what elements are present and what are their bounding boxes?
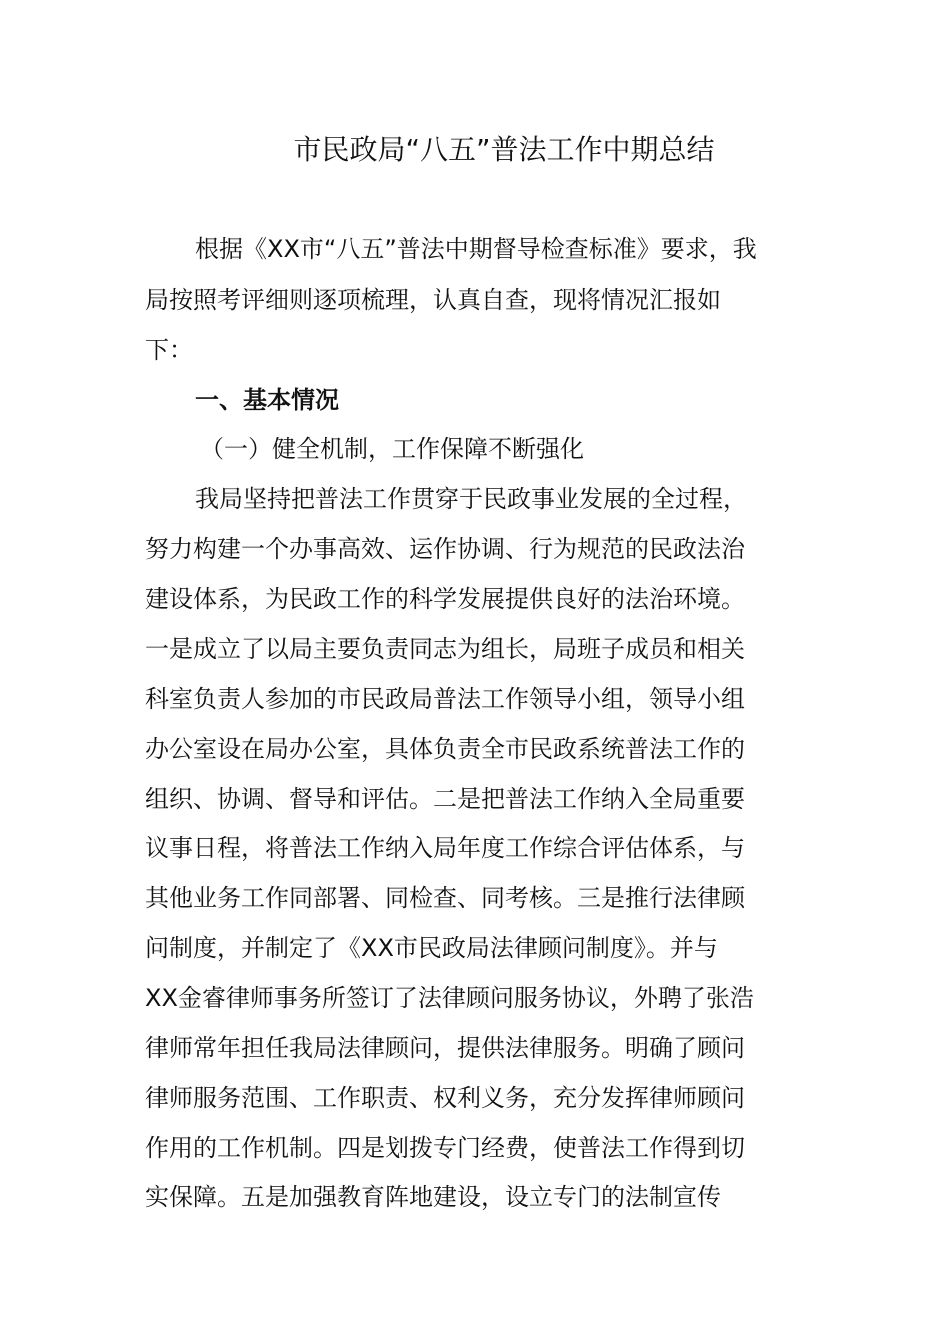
paragraph-line: 办公室设在局办公室，具体负责全市民政系统普法工作的	[145, 735, 745, 763]
section-heading: 一、基本情况	[195, 386, 339, 414]
paragraph-line: 根据《XX市“八五”普法中期督导检查标准》要求，我	[195, 235, 757, 263]
paragraph-line: 努力构建一个办事高效、运作协调、行为规范的民政法治	[145, 535, 745, 563]
paragraph-line: 其他业务工作同部署、同检查、同考核。三是推行法律顾	[145, 884, 745, 912]
paragraph-line: 下：	[145, 336, 193, 364]
paragraph-line: 律师常年担任我局法律顾问，提供法律服务。明确了顾问	[145, 1034, 745, 1062]
paragraph-line: 组织、协调、督导和评估。二是把普法工作纳入全局重要	[145, 785, 745, 813]
paragraph-line: XX金睿律师事务所签订了法律顾问服务协议，外聘了张浩	[145, 984, 754, 1012]
paragraph-line: 律师服务范围、工作职责、权利义务，充分发挥律师顾问	[145, 1084, 745, 1112]
paragraph-line: 实保障。五是加强教育阵地建设，设立专门的法制宣传	[145, 1183, 721, 1211]
paragraph-line: 局按照考评细则逐项梳理，认真自查，现将情况汇报如	[145, 286, 721, 314]
paragraph-line: 科室负责人参加的市民政局普法工作领导小组，领导小组	[145, 685, 745, 713]
paragraph-line: 议事日程，将普法工作纳入局年度工作综合评估体系，与	[145, 834, 745, 862]
paragraph-line: 建设体系，为民政工作的科学发展提供良好的法治环境。	[145, 585, 745, 613]
paragraph-line: 作用的工作机制。四是划拨专门经费，使普法工作得到切	[145, 1134, 745, 1162]
paragraph-line: 问制度，并制定了《XX市民政局法律顾问制度》。并与	[145, 934, 718, 962]
paragraph-line: 一是成立了以局主要负责同志为组长，局班子成员和相关	[145, 635, 745, 663]
paragraph-line: 我局坚持把普法工作贯穿于民政事业发展的全过程，	[195, 485, 747, 513]
document-title: 市民政局“八五”普法工作中期总结	[293, 133, 715, 166]
subsection-heading: （一）健全机制，工作保障不断强化	[200, 435, 584, 463]
